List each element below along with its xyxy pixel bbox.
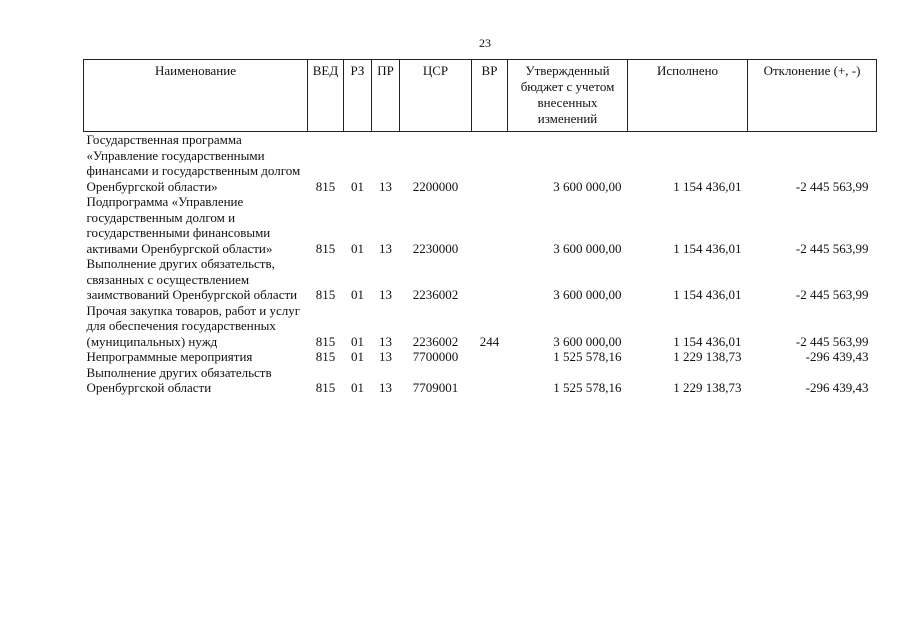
row-ved: 815 — [315, 380, 336, 395]
row-executed: 1 154 436,01 — [673, 240, 742, 256]
table-row — [84, 303, 877, 350]
row-vr — [472, 194, 508, 256]
table-row — [84, 349, 877, 365]
row-csr: 2236002 — [412, 333, 459, 349]
row-executed: 1 229 138,73 — [673, 349, 742, 364]
row-vr — [472, 256, 508, 303]
row-deviation: -2 445 563,99 — [795, 333, 869, 349]
row-vr: 244 — [479, 333, 500, 349]
row-approved: 3 600 000,00 — [553, 240, 622, 256]
row-name: Прочая закупка товаров, работ и услуг для обеспечения государственных (муниципальных) нужд — [86, 302, 301, 349]
row-approved: 1 525 578,16 — [553, 380, 622, 395]
table-row — [84, 132, 877, 195]
row-executed: 1 229 138,73 — [673, 380, 742, 395]
row-approved: 3 600 000,00 — [553, 178, 622, 194]
row-deviation: -2 445 563,99 — [795, 178, 869, 194]
header-name: Наименование — [84, 60, 308, 132]
header-csr: ЦСР — [400, 60, 472, 132]
row-vr — [472, 132, 508, 195]
row-csr: 7709001 — [412, 380, 459, 395]
page-number: 23 — [479, 36, 491, 50]
row-rz: 01 — [351, 380, 364, 395]
header-ved: ВЕД — [308, 60, 344, 132]
row-deviation: -296 439,43 — [805, 380, 869, 395]
row-approved: 3 600 000,00 — [553, 333, 622, 349]
row-rz: 01 — [351, 240, 364, 256]
row-pr: 13 — [379, 287, 392, 302]
row-rz: 01 — [351, 349, 364, 364]
row-ved: 815 — [315, 333, 336, 349]
row-name: Непрограммные мероприятия — [86, 349, 253, 364]
row-executed: 1 154 436,01 — [673, 287, 742, 302]
row-rz: 01 — [351, 178, 364, 194]
row-pr: 13 — [379, 349, 392, 364]
row-csr: 2230000 — [412, 240, 459, 256]
row-deviation: -2 445 563,99 — [795, 240, 869, 256]
row-deviation: -296 439,43 — [805, 349, 869, 364]
row-csr: 2200000 — [412, 178, 459, 194]
row-vr — [472, 349, 508, 365]
table-row — [84, 256, 877, 303]
row-pr: 13 — [379, 333, 392, 349]
row-rz: 01 — [351, 333, 364, 349]
row-vr — [472, 365, 508, 396]
row-deviation: -2 445 563,99 — [795, 287, 869, 302]
row-ved: 815 — [315, 349, 336, 364]
table-row — [84, 194, 877, 256]
row-executed: 1 154 436,01 — [673, 178, 742, 194]
header-vr: ВР — [472, 60, 508, 132]
row-pr: 13 — [379, 178, 392, 194]
row-ved: 815 — [315, 287, 336, 302]
budget-execution-table — [83, 59, 877, 396]
row-rz: 01 — [351, 287, 364, 302]
row-approved: 3 600 000,00 — [553, 287, 622, 302]
row-name: Подпрограмма «Управление государственным долгом и государственными финансовыми активами Оренбургской области» — [86, 194, 273, 256]
table-header-row — [84, 60, 877, 132]
header-rz: РЗ — [344, 60, 372, 132]
row-approved: 1 525 578,16 — [553, 349, 622, 364]
header-pr: ПР — [372, 60, 400, 132]
header-approved-budget: Утвержденный бюджет с учетом внесенных изменений — [508, 60, 628, 132]
row-csr: 7700000 — [412, 349, 459, 364]
row-csr: 2236002 — [412, 287, 459, 302]
row-name: Выполнение других обязательств Оренбургской области — [86, 364, 272, 395]
row-pr: 13 — [379, 380, 392, 395]
header-deviation: Отклонение (+, -) — [748, 60, 877, 132]
row-name: Выполнение других обязательств, связанных с осуществлением заимствований Оренбургской области — [86, 256, 298, 302]
table-row — [84, 365, 877, 396]
row-ved: 815 — [315, 178, 336, 194]
row-name: Государственная программа «Управление государственными финансами и государственным долгом Оренбургской области» — [86, 132, 301, 194]
row-executed: 1 154 436,01 — [673, 333, 742, 349]
row-pr: 13 — [379, 240, 392, 256]
row-ved: 815 — [315, 240, 336, 256]
header-executed: Исполнено — [628, 60, 748, 132]
